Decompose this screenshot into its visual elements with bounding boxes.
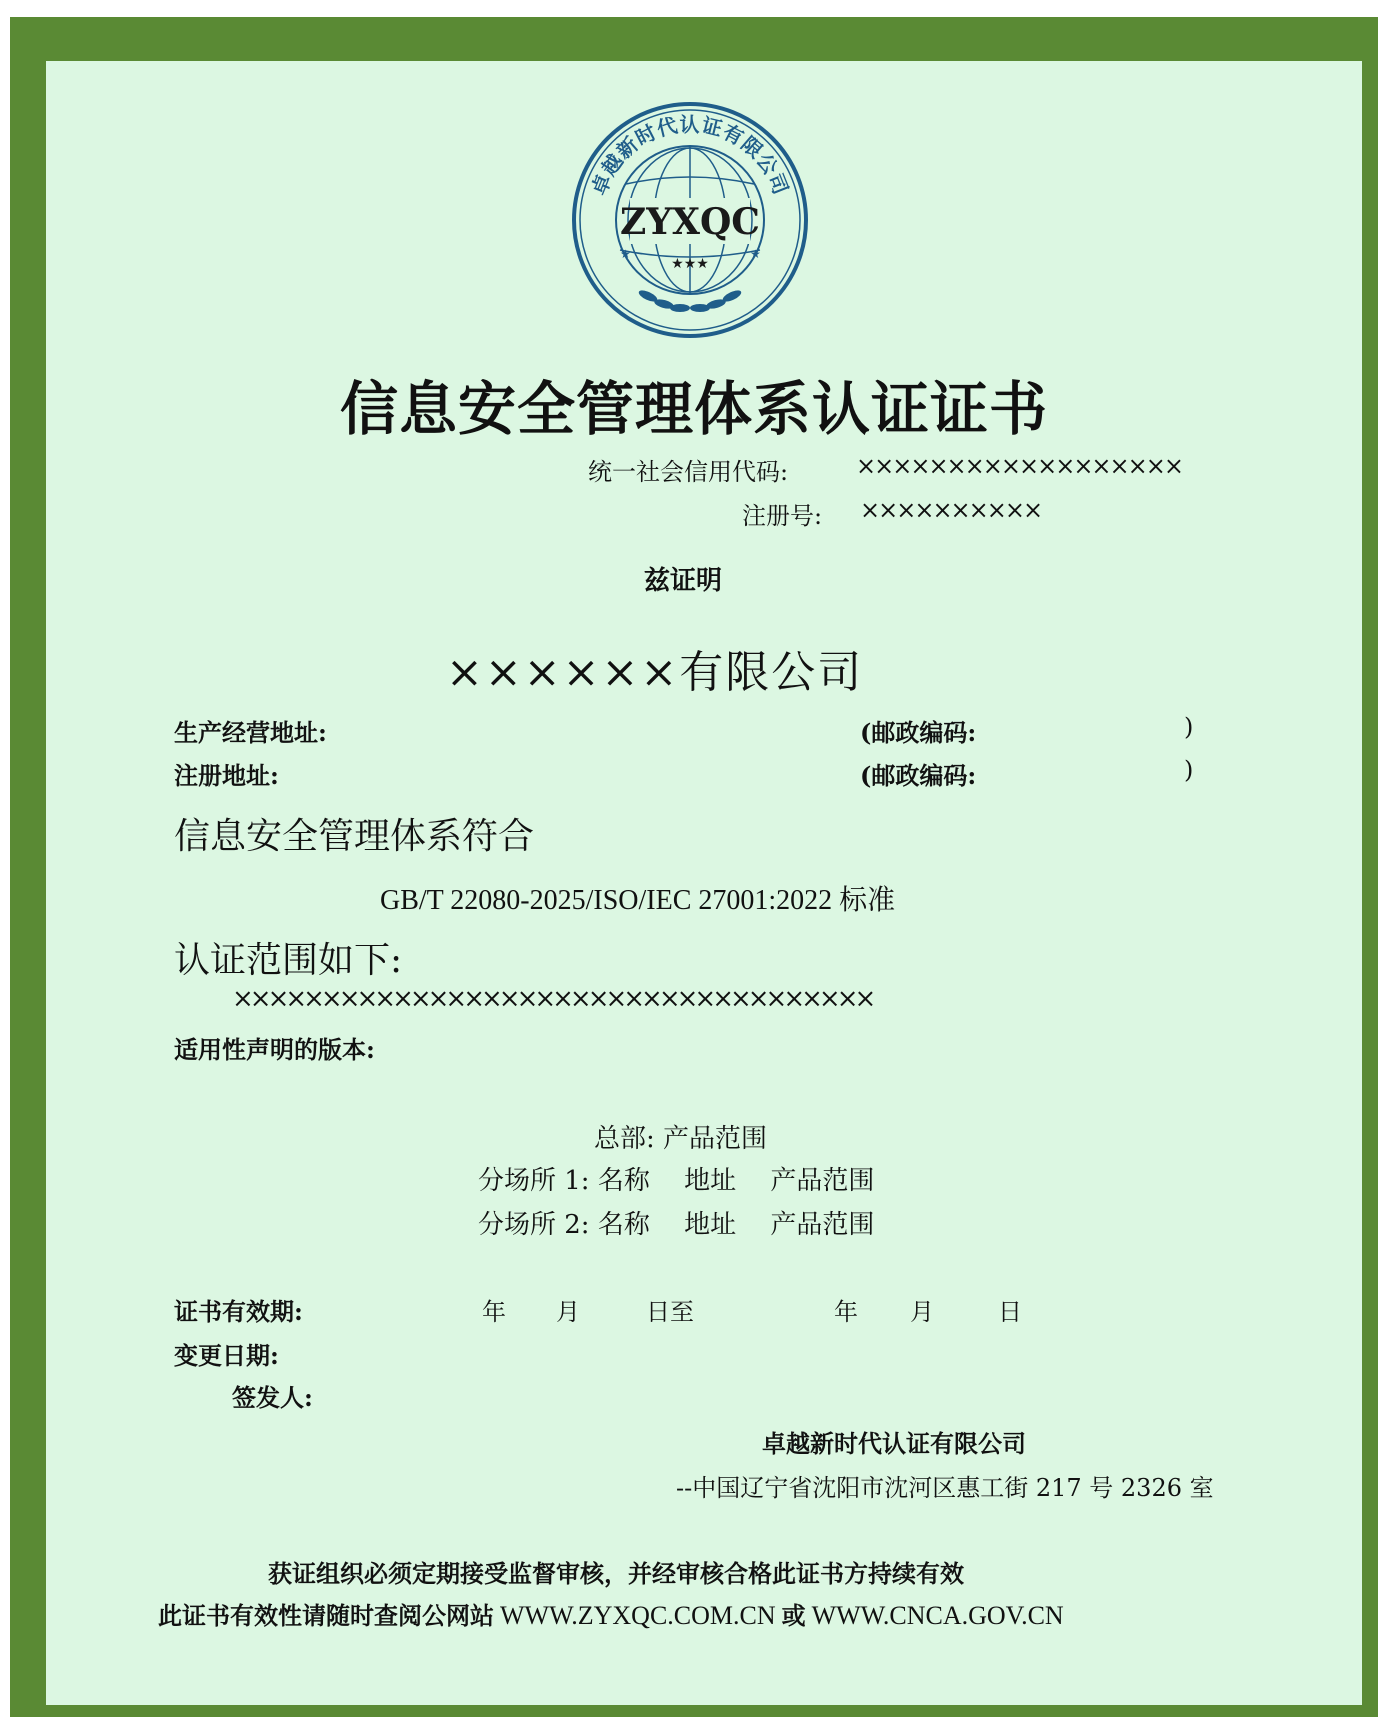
- change-date-label: 变更日期:: [174, 1341, 279, 1370]
- seal-stars: ★★★: [671, 256, 709, 272]
- scope-value: ××××××××××××××××××××××××××××××××××××: [232, 984, 873, 1014]
- seal-center-text: ZYXQC: [620, 201, 760, 243]
- credit-code-label: 统一社会信用代码:: [588, 458, 789, 486]
- credit-code-value: ××××××××××××××××××: [856, 452, 1182, 480]
- footer-website-prefix: 此证书有效性请随时查阅公网站: [158, 1601, 494, 1630]
- issuing-org-name: 卓越新时代认证有限公司: [762, 1429, 1026, 1458]
- footer-site-zyxqc[interactable]: WWW.ZYXQC.COM.CN: [500, 1601, 776, 1630]
- zyxqc-seal-logo: [570, 100, 810, 340]
- certify-text: 兹证明: [644, 566, 723, 596]
- postal-close-1: ): [1184, 713, 1194, 741]
- standard-line: [380, 878, 895, 918]
- standard-code: GB/T 22080-2025/ISO/IEC 27001:2022: [380, 885, 833, 916]
- soa-version-label: 适用性声明的版本:: [174, 1035, 375, 1064]
- validity-label: 证书有效期:: [174, 1297, 303, 1326]
- certificate-title: 信息安全管理体系认证证书: [339, 375, 1048, 443]
- svg-text:★: ★: [620, 247, 631, 261]
- issuer-label: 签发人:: [232, 1383, 313, 1412]
- footer-website-line: [158, 1596, 1064, 1631]
- footer-site-cnca[interactable]: WWW.CNCA.GOV.CN: [811, 1601, 1064, 1630]
- scope-heading: 认证范围如下:: [174, 940, 403, 981]
- seal-ring-text: 卓越新时代认证有限公司: [586, 112, 794, 199]
- standard-suffix: 标准: [839, 883, 896, 916]
- branch-2-line: 分场所 2: 名称 地址 产品范围: [478, 1210, 875, 1240]
- validity-year-1: 年: [482, 1298, 506, 1326]
- reg-no-label: 注册号:: [742, 502, 823, 530]
- validity-day-2: 日: [998, 1298, 1022, 1326]
- validity-month-1: 月: [556, 1298, 580, 1326]
- branch-1-line: 分场所 1: 名称 地址 产品范围: [478, 1166, 875, 1196]
- production-address-label: 生产经营地址:: [174, 718, 327, 747]
- hq-scope-line: 总部: 产品范围: [594, 1124, 768, 1154]
- footer-or: 或: [781, 1601, 806, 1630]
- registered-address-label: 注册地址:: [174, 761, 279, 790]
- validity-month-2: 月: [910, 1298, 934, 1326]
- postal-close-2: ): [1184, 756, 1194, 784]
- footer-notice: 获证组织必须定期接受监督审核，并经审核合格此证书方持续有效: [268, 1559, 964, 1588]
- postal-code-label-1: (邮政编码:: [860, 718, 977, 747]
- validity-day-to: 日至: [646, 1298, 694, 1326]
- postal-code-label-2: (邮政编码:: [860, 761, 977, 790]
- issuing-org-address: --中国辽宁省沈阳市沈河区惠工街 217 号 2326 室: [676, 1474, 1214, 1502]
- company-name: ××××××有限公司: [446, 647, 864, 698]
- validity-year-2: 年: [834, 1298, 858, 1326]
- reg-no-value: ××××××××××: [860, 496, 1042, 524]
- conformity-statement: 信息安全管理体系符合: [174, 816, 535, 857]
- svg-text:★: ★: [750, 247, 761, 261]
